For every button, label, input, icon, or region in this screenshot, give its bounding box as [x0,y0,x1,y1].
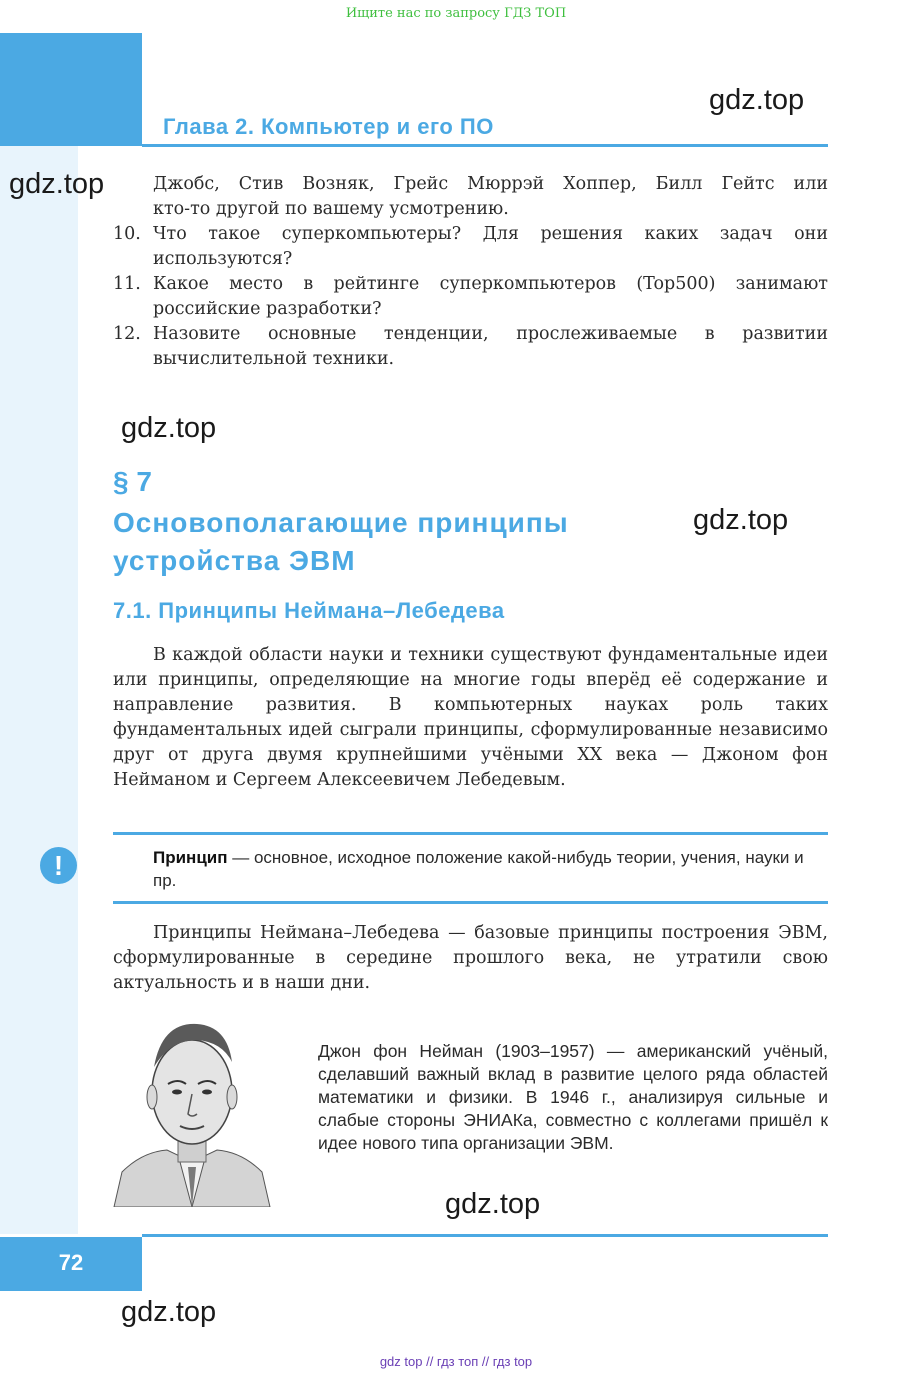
watermark: gdz.top [709,84,805,116]
footer-links[interactable]: gdz top // гдз топ // гдз top [379,1354,533,1369]
question-9-line2: кто-то другой по вашему усмотрению. [153,199,509,219]
question-12-line2: вычислительной техники. [153,349,395,369]
definition-top-rule [113,832,828,835]
top-banner[interactable]: Ищите нас по запросу ГДЗ ТОП [345,6,567,21]
question-number: 12. [113,324,141,344]
principles-text: Принципы Неймана–Лебедева — базовые принципы построения ЭВМ, сформулированные в середине прошлого века, не утратили свою актуальность и в наши дни. [113,923,828,993]
header-rule [142,144,828,147]
principles-paragraph [113,921,828,996]
paragraph-title-line2: устройства ЭВМ [113,545,356,576]
question-9-line1: Джобс, Стив Возняк, Грейс Мюррэй Хоппер, Билл Гейтс или [153,174,828,194]
biography-text: Джон фон Нейман (1903–1957) — американский учёный, сделавший важный вклад в развитие целого ряда областей математики и физики. В 1946 г., анализируя сильные и слабые стороны ЭНИАКа, совместно с коллегами пришёл к идее нового типа организации ЭВМ. [318,1041,828,1153]
question-11-line2: российские разработки? [153,299,382,319]
watermark: gdz.top [693,504,789,536]
question-10-line2: используются? [153,249,293,269]
definition-text: — основное, исходное положение какой-нибудь теории, учения, науки и пр. [153,848,804,890]
exclamation-icon: ! [40,847,77,884]
chapter-title: Глава 2. Компьютер и его ПО [163,114,494,139]
paragraph-title [113,504,569,580]
definition-bottom-rule [113,901,828,904]
watermark: gdz.top [9,168,105,200]
question-11-line1: Какое место в рейтинге суперкомпьютеров (Top500) занимают [153,274,828,294]
watermark: gdz.top [445,1188,541,1220]
question-12-line1: Назовите основные тенденции, прослеживаемые в развитии [153,324,828,344]
subsection-title: 7.1. Принципы Неймана–Лебедева [113,598,505,623]
intro-paragraph [113,643,828,793]
portrait-von-neumann [112,1012,272,1207]
paragraph-number: § 7 [113,466,152,497]
footer-rule [142,1234,828,1237]
watermark: gdz.top [121,1296,217,1328]
watermark: gdz.top [121,412,217,444]
paragraph-title-line1: Основополагающие принципы [113,507,569,538]
question-number: 10. [113,224,141,244]
header-block [0,33,142,146]
question-10-line1: Что такое суперкомпьютеры? Для решения каких задач они [153,224,828,244]
page-number: 72 [58,1250,84,1275]
intro-text: В каждой области науки и техники существуют фундаментальные идеи или принципы, определяющие на многие годы вперёд её содержание и направление развития. В компьютерных науках роль таких фундаментальных идей сыграли принципы, сформулированные независимо друг от друга двумя крупнейшими учёными XX века — Джоном фон Нейманом и Сергеем Алексеевичем Лебедевым. [113,645,828,790]
question-number: 11. [113,274,141,294]
definition-box [153,846,828,892]
definition-term: Принцип [153,848,228,867]
left-margin-strip [0,146,78,1234]
